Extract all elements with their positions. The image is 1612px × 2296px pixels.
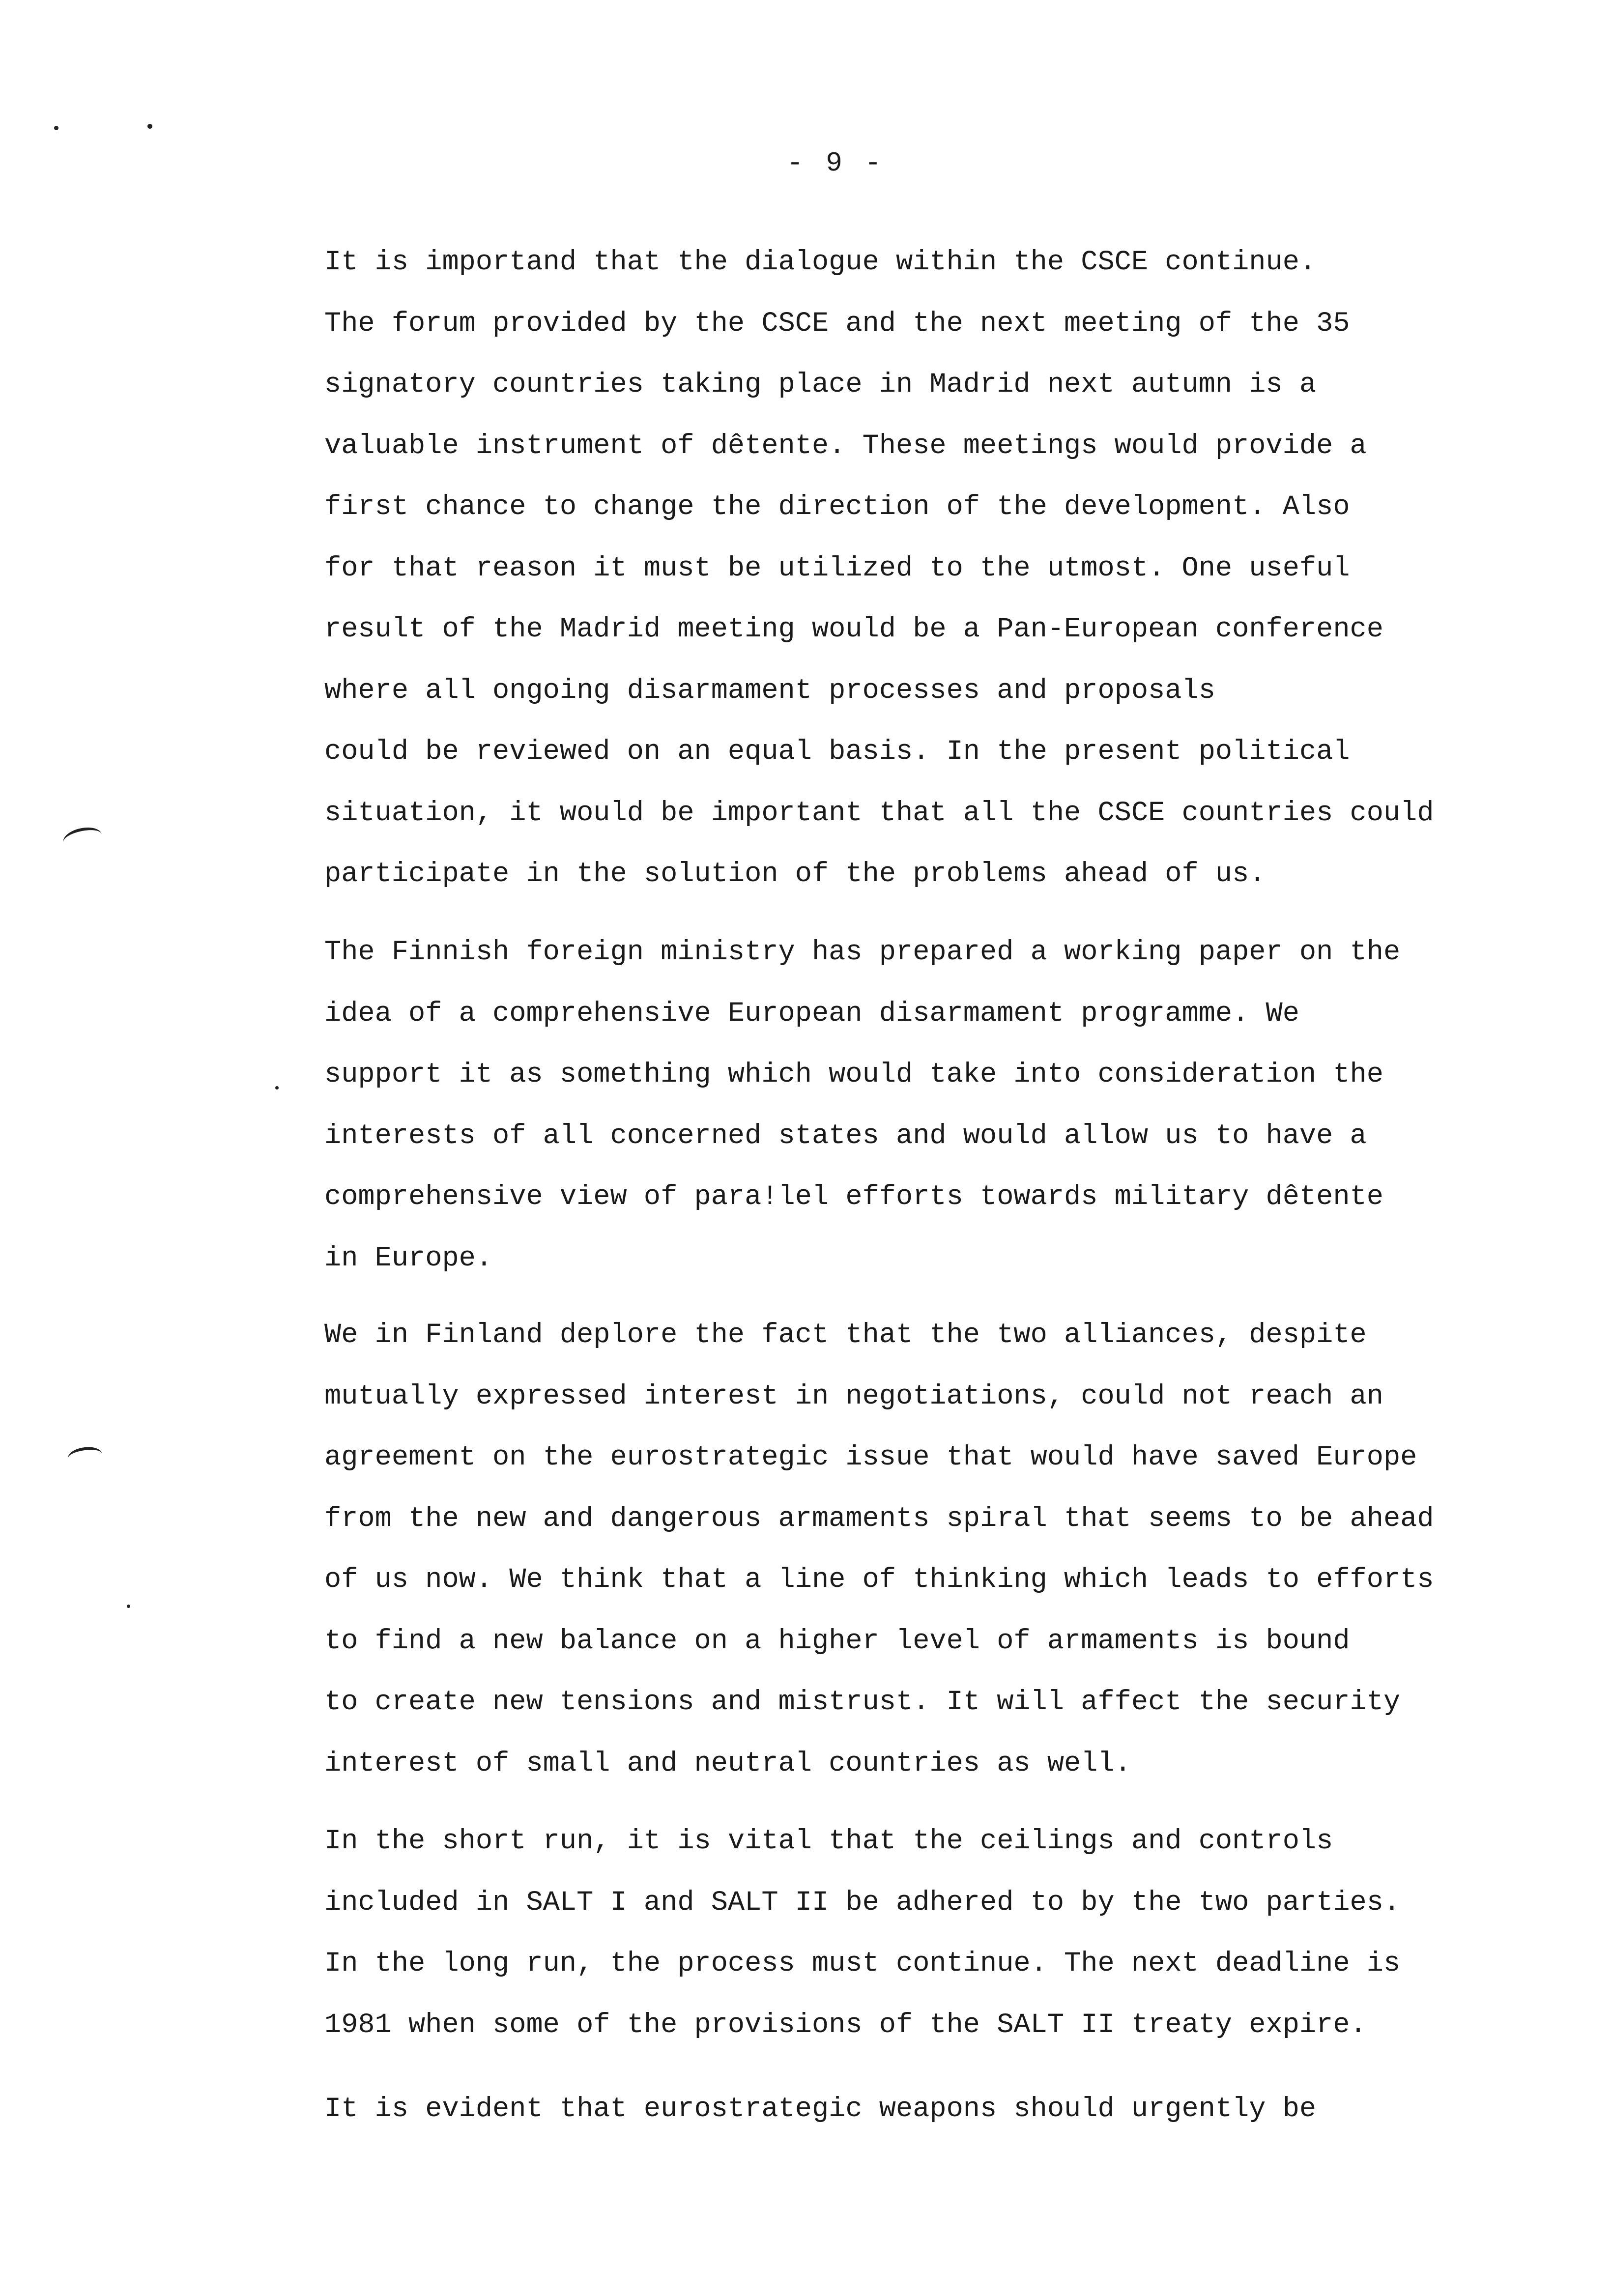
paragraph-eurostrategic-issue (324, 1305, 1583, 1794)
text-line: comprehensive view of para!lel efforts towards military dêtente (324, 1181, 1383, 1213)
text-line: result of the Madrid meeting would be a Pan-European conference (324, 614, 1383, 645)
text-line: included in SALT I and SALT II be adhered to by the two parties. (324, 1887, 1401, 1919)
paragraph-csce-dialogue (324, 232, 1583, 905)
scan-hole-mark (61, 824, 104, 853)
text-line: The forum provided by the CSCE and the next meeting of the 35 (324, 308, 1350, 340)
text-line: from the new and dangerous armaments spiral that seems to be ahead (324, 1503, 1434, 1535)
text-line: mutually expressed interest in negotiations, could not reach an (324, 1380, 1383, 1412)
scan-hole-mark (67, 1445, 103, 1467)
text-line: interest of small and neutral countries as well. (324, 1748, 1131, 1779)
paragraph-eurostrategic-weapons (324, 2079, 1583, 2140)
text-line: where all ongoing disarmament processes and proposals (324, 675, 1215, 707)
text-line: idea of a comprehensive European disarmament programme. We (324, 998, 1299, 1030)
text-line: to create new tensions and mistrust. It will affect the security (324, 1687, 1401, 1718)
scan-speck (275, 1086, 279, 1090)
scan-speck (54, 126, 58, 130)
text-line: valuable instrument of dêtente. These meetings would provide a (324, 430, 1367, 462)
text-line: It is importand that the dialogue within the CSCE continue. (324, 247, 1317, 278)
page-number: - 9 - (786, 147, 885, 179)
text-line: in Europe. (324, 1242, 493, 1274)
text-line: could be reviewed on an equal basis. In the present political (324, 736, 1350, 768)
text-line: We in Finland deplore the fact that the two alliances, despite (324, 1320, 1367, 1351)
text-line: 1981 when some of the provisions of the SALT II treaty expire. (324, 2009, 1367, 2041)
text-line: participate in the solution of the problems ahead of us. (324, 859, 1266, 890)
text-line: of us now. We think that a line of thinking which leads to efforts (324, 1564, 1434, 1596)
text-line: support it as something which would take into consideration the (324, 1059, 1383, 1091)
text-line: signatory countries taking place in Madrid next autumn is a (324, 369, 1317, 401)
text-line: It is evident that eurostrategic weapons should urgently be (324, 2094, 1317, 2125)
text-line: In the short run, it is vital that the ceilings and controls (324, 1826, 1333, 1857)
text-line: In the long run, the process must continue. The next deadline is (324, 1948, 1401, 1980)
paragraph-salt-treaties (324, 1811, 1583, 2056)
text-line: for that reason it must be utilized to the utmost. One useful (324, 552, 1350, 584)
text-line: to find a new balance on a higher level of armaments is bound (324, 1625, 1350, 1657)
text-line: The Finnish foreign ministry has prepared a working paper on the (324, 937, 1401, 968)
text-line: situation, it would be important that all the CSCE countries could (324, 797, 1434, 829)
text-line: agreement on the eurostrategic issue that would have saved Europe (324, 1442, 1417, 1473)
scan-speck (127, 1605, 130, 1608)
paragraph-finnish-working-paper (324, 922, 1583, 1289)
text-line: interests of all concerned states and would allow us to have a (324, 1120, 1367, 1152)
text-line: first chance to change the direction of the development. Also (324, 491, 1350, 523)
scan-speck (147, 124, 152, 129)
